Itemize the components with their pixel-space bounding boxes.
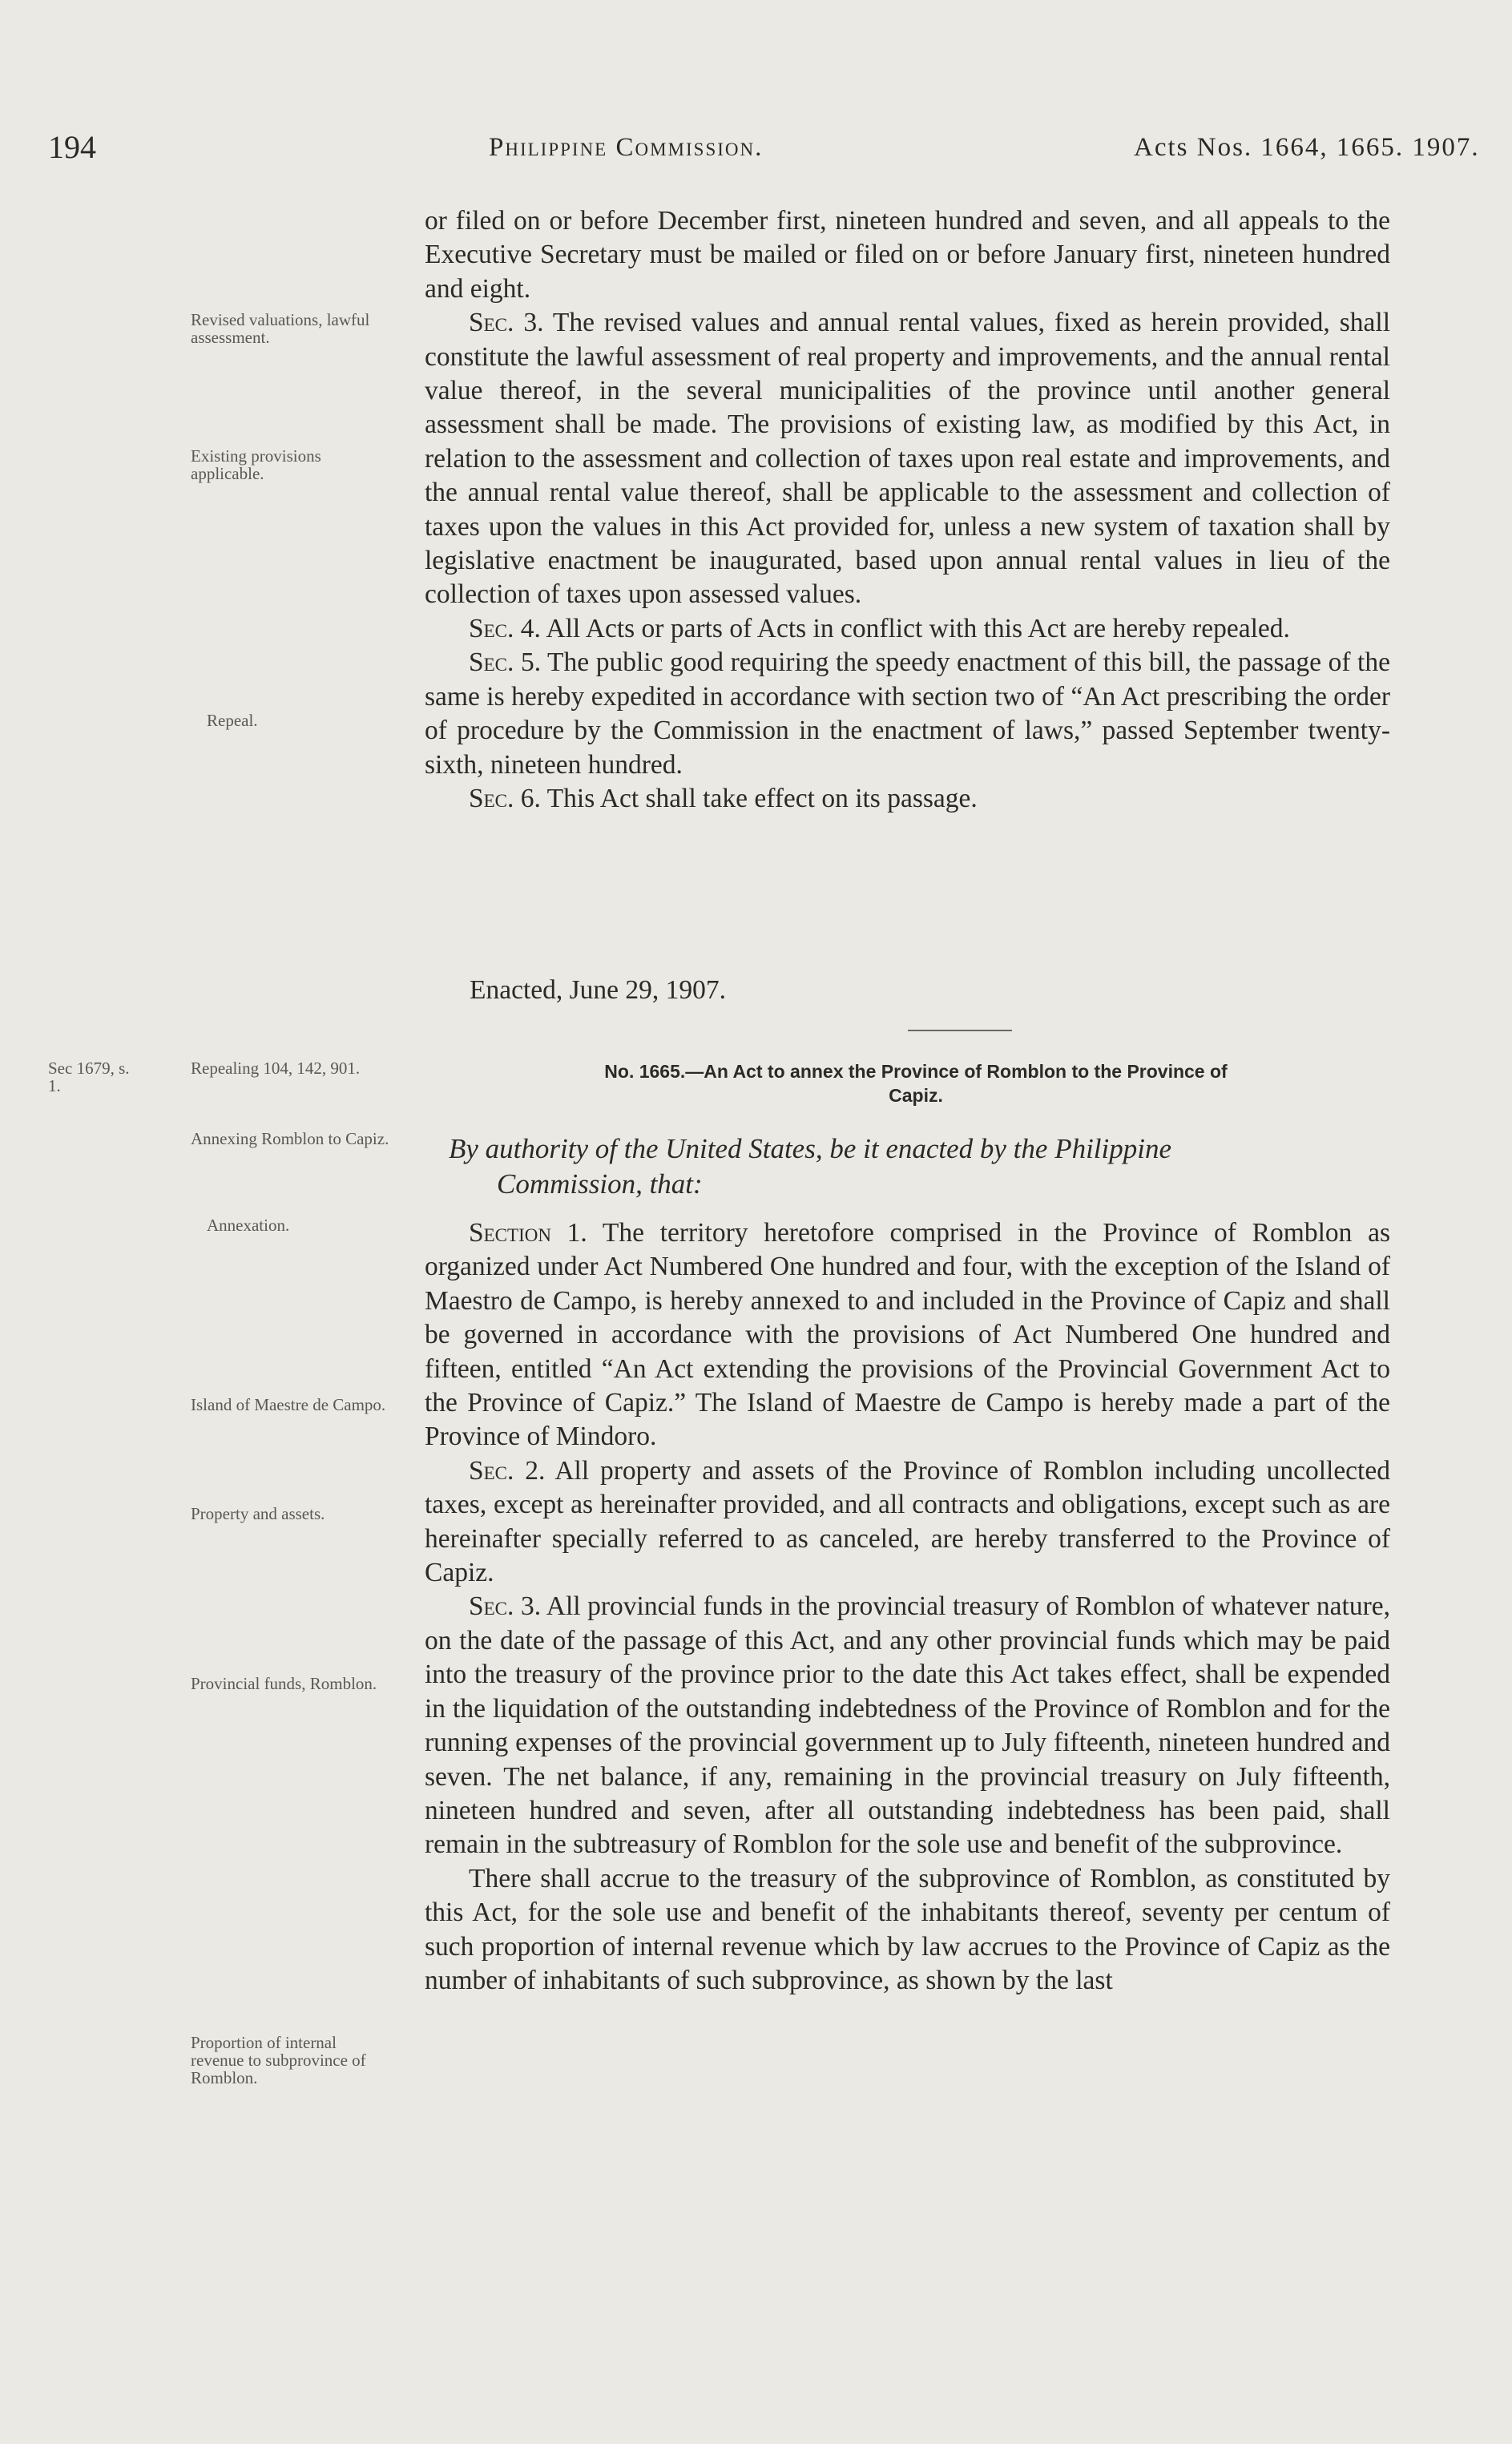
section-text: This Act shall take effect on its passage. — [540, 783, 978, 813]
section-1 — [425, 1216, 1390, 1454]
enacting-line-2: Commission, that: — [497, 1168, 703, 1200]
section-label: Sec. 5. — [469, 647, 542, 678]
margin-note-repealing: Repealing 104, 142, 901. — [191, 1059, 361, 1078]
section-4 — [425, 612, 1390, 646]
margin-note-annexing: Annexing Romblon to Capiz. — [191, 1129, 389, 1148]
enacted-line: Enacted, June 29, 1907. — [470, 975, 727, 1005]
section-text: The revised values and annual rental values, fixed as herein provided, shall constitute the lawful assessment of real property and improvements, and the annual rental value thereof, in the several municipalities of the province until another general assessment shall be made. The provisions of existing law, as modified by this Act, in relation to the assessment and collection of taxes upon real estate and improvements, and the annual rental value thereof, shall be applicable to the assessment and collection of taxes upon the values in this Act provided for, unless a new system of taxation shall by legislative enactment be inaugurated, based upon annual rental values in lieu of the collection of taxes upon assessed values. — [425, 308, 1390, 610]
paragraph-proportion: There shall accrue to the treasury of the subprovince of Romblon, as constituted by this Act, for the sole use and benefit of the inhabitants thereof, seventy per centum of such proportion of internal revenue which by law accrues to the Province of Capiz as the number of inhabitants of such subprovince, as shown by the last — [425, 1863, 1390, 1995]
section-text: All Acts or parts of Acts in conflict with this Act are hereby repealed. — [540, 613, 1290, 643]
act-1665-body — [425, 1216, 1390, 1998]
running-title: Philippine Commission. — [489, 133, 764, 162]
enacting-clause — [449, 1131, 1386, 1202]
margin-note-annexation: Annexation. — [207, 1216, 290, 1235]
margin-note-sec1679: Sec 1679, s. 1. — [48, 1059, 130, 1095]
divider — [908, 1030, 1012, 1031]
section-3 — [425, 1590, 1390, 1861]
margin-note-proportion: Proportion of internal revenue to subprovince of Romblon. — [191, 2033, 366, 2087]
section-5 — [425, 646, 1390, 782]
section-text: All provincial funds in the provincial treasury of Romblon of whatever nature, on the date of the passage of this Act, and any other provincial funds which may be paid into the treasury of the province prior to the date this Act takes effect, shall be expended in the liquidation of the outstanding indebtedness of the Province of Romblon and for the running expenses of the provincial government up to July fifteenth, nineteen hundred and seven. The net balance, if any, remaining in the provincial treasury on July fifteenth, nineteen hundred and seven, after all outstanding indebtedness has been paid, shall remain in the subtreasury of Romblon for the sole use and benefit of the subprovince. — [425, 1591, 1390, 1860]
margin-note-island: Island of Maestre de Campo. — [191, 1395, 386, 1414]
section-label: Sec. 6. — [469, 783, 541, 813]
section-label: Section 1. — [469, 1218, 587, 1248]
section-label: Sec. 4. — [469, 613, 541, 643]
margin-note-funds: Provincial funds, Romblon. — [191, 1674, 377, 1693]
act-1664-body — [425, 204, 1390, 816]
margin-note-property: Property and assets. — [191, 1504, 325, 1523]
act-1665-title — [439, 1059, 1393, 1107]
section-label: Sec. 3. — [469, 1591, 542, 1622]
page-number: 194 — [48, 129, 96, 165]
section-text: The territory heretofore comprised in the Province of Romblon as organized under Act Numbered One hundred and four, with the exception of the Island of Maestro de Campo, is hereby annexed to and included in the Province of Capiz and shall be governed in accordance with the provisions of Act Numbered One hundred and fifteen, entitled “An Act extending the provisions of the Provincial Government Act to the Province of Capiz.” The Island of Maestre de Campo is hereby made a part of the Province of Mindoro. — [425, 1218, 1390, 1452]
running-acts: Acts Nos. 1664, 1665. 1907. — [1134, 133, 1480, 162]
section-label: Sec. 2. — [469, 1455, 546, 1486]
section-2 — [425, 1454, 1390, 1591]
paragraph-continuation: or filed on or before December first, nineteen hundred and seven, and all appeals to the Executive Secretary must be mailed or filed on or before January first, nineteen hundred and eight. — [425, 206, 1390, 304]
margin-note-revised: Revised valuations, lawful assessment. — [191, 310, 370, 347]
section-text: All property and assets of the Province of Romblon including uncollected taxes, except as hereinafter provided, and all contracts and obligations, except such as are hereinafter specially referred to as canceled, are hereby transferred to the Province of Capiz. — [425, 1455, 1390, 1588]
margin-note-repeal: Repeal. — [207, 711, 258, 730]
act-title-line-2: Capiz. — [889, 1085, 943, 1106]
act-title-line-1: No. 1665.—An Act to annex the Province of Romblon to the Province of — [604, 1061, 1228, 1082]
margin-note-existing: Existing provisions applicable. — [191, 446, 321, 483]
section-6 — [425, 782, 1390, 816]
section-label: Sec. 3. — [469, 308, 544, 338]
enacting-line-1: By authority of the United States, be it enacted by the Philippine — [449, 1133, 1172, 1164]
section-3 — [425, 306, 1390, 612]
section-text: The public good requiring the speedy enactment of this bill, the passage of the same is hereby expedited in accordance with section two of “An Act prescribing the order of procedure by the Commission in the enactment of laws,” passed September twenty-sixth, nineteen hundred. — [425, 647, 1390, 780]
